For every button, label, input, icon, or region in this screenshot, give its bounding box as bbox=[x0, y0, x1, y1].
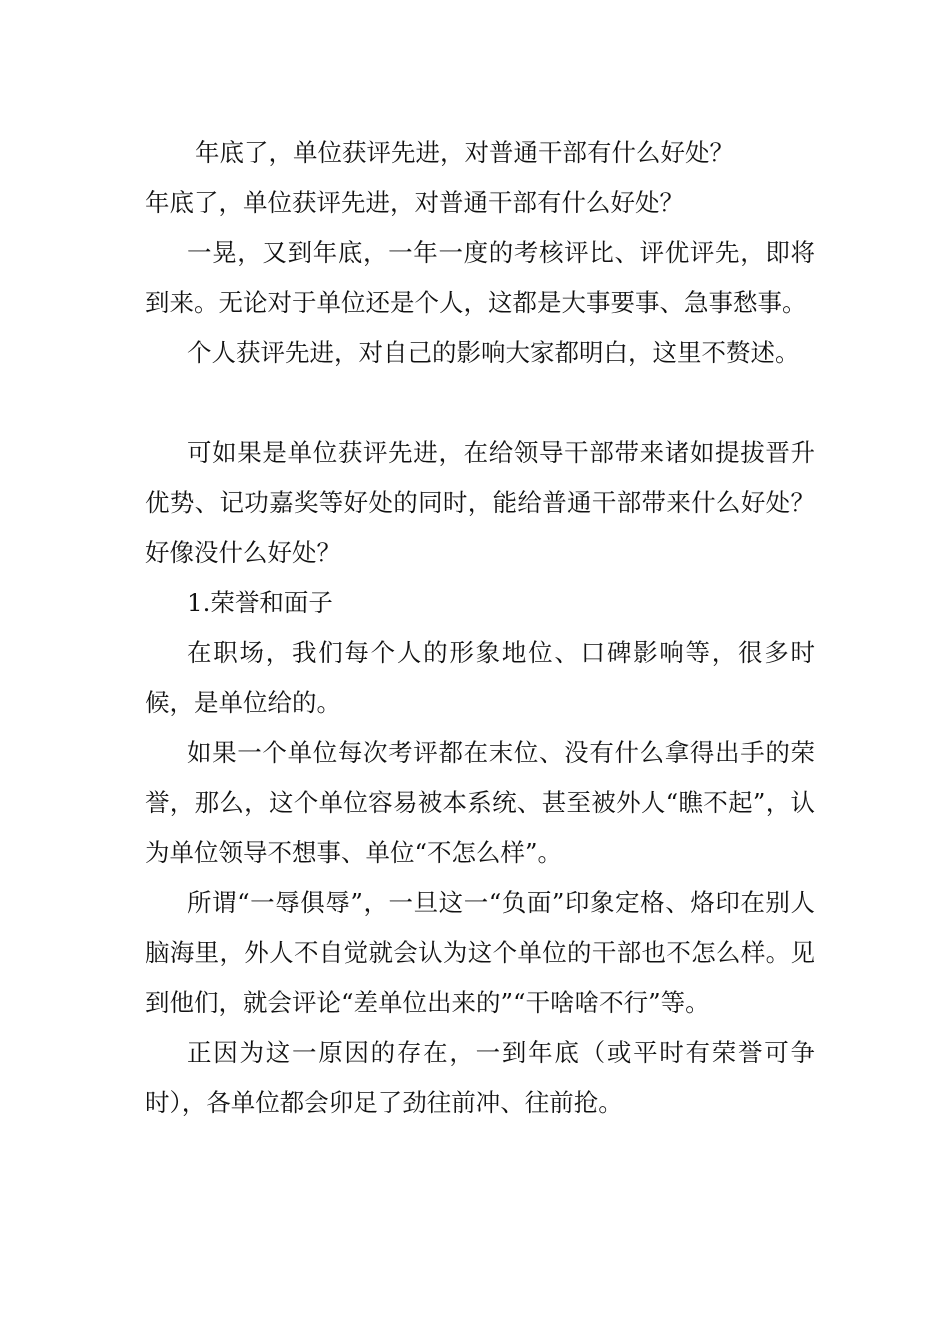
document-title: 年底了，单位获评先进，对普通干部有什么好处？ bbox=[195, 138, 734, 167]
paragraph: 所谓“一辱俱辱”，一旦这一“负面”印象定格、烙印在别人脑海里，外人不自觉就会认为这个单位的干部也不怎么样。见到他们，就会评论“差单位出来的”“干啥啥不行”等。 bbox=[145, 888, 815, 1017]
paragraph: 正因为这一原因的存在，一到年底（或平时有荣誉可争时），各单位都会卯足了劲往前冲、往前抢。 bbox=[145, 1038, 815, 1117]
document-subtitle: 年底了，单位获评先进，对普通干部有什么好处？ bbox=[145, 188, 684, 217]
paragraph: 一晃，又到年底，一年一度的考核评比、评优评先，即将到来。无论对于单位还是个人，这都是大事要事、急事愁事。 bbox=[145, 238, 815, 317]
paragraph: 可如果是单位获评先进，在给领导干部带来诸如提拔晋升优势、记功嘉奖等好处的同时，能给普通干部带来什么好处？好像没什么好处？ bbox=[145, 438, 815, 567]
section-heading: 1.荣誉和面子 bbox=[187, 588, 333, 617]
paragraph-spacer bbox=[145, 378, 815, 428]
paragraph: 个人获评先进，对自己的影响大家都明白，这里不赘述。 bbox=[187, 338, 800, 367]
paragraph: 如果一个单位每次考评都在末位、没有什么拿得出手的荣誉，那么，这个单位容易被本系统、甚至被外人“瞧不起”，认为单位领导不想事、单位“不怎么样”。 bbox=[145, 738, 815, 867]
paragraph: 在职场，我们每个人的形象地位、口碑影响等，很多时候，是单位给的。 bbox=[145, 638, 815, 717]
document-body bbox=[145, 128, 815, 1128]
